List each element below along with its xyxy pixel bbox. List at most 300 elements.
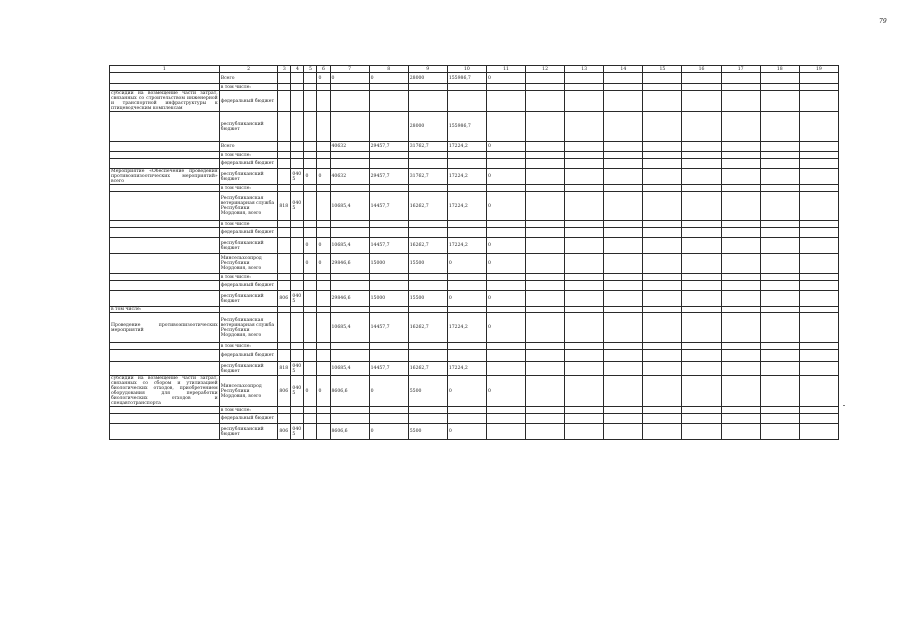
value-cell [643,414,682,424]
value-cell: 0 [369,376,408,407]
value-cell [408,274,447,281]
event-cell [110,185,220,192]
value-cell [317,142,330,152]
value-cell [760,350,799,362]
value-cell [760,152,799,159]
funding-source-cell: республиканский бюджет [219,424,278,440]
value-cell [317,407,330,414]
value-cell [304,142,317,152]
value-cell [760,192,799,221]
value-cell [447,91,486,112]
value-cell [369,185,408,192]
budget-table [109,65,839,485]
value-cell [643,192,682,221]
value-cell [760,169,799,185]
value-cell: 0405 [291,376,304,407]
value-cell: 0 [369,424,408,440]
value-cell [486,228,525,238]
value-cell [565,343,604,350]
funding-source-cell: в том числе [219,221,278,228]
value-cell [408,414,447,424]
value-cell [565,350,604,362]
value-cell [760,313,799,343]
value-cell [408,228,447,238]
value-cell [278,228,291,238]
value-cell [526,254,565,274]
page-number: 79 [879,18,887,25]
value-cell [682,376,721,407]
event-cell [110,112,220,142]
value-cell: 818 [278,362,291,376]
column-number-10: 10 [447,66,486,73]
value-cell [682,254,721,274]
value-cell [643,152,682,159]
value-cell [330,350,369,362]
value-cell: 29457,7 [369,142,408,152]
value-cell [526,221,565,228]
value-cell [721,221,760,228]
value-cell [526,414,565,424]
value-cell [643,291,682,307]
event-cell [110,238,220,254]
value-cell [278,343,291,350]
event-cell [110,152,220,159]
value-cell [526,238,565,254]
value-cell [317,185,330,192]
value-cell [447,159,486,169]
value-cell [643,169,682,185]
value-cell [799,350,838,362]
value-cell: 28000 [408,112,447,142]
value-cell [604,362,643,376]
value-cell [447,407,486,414]
value-cell: 0 [486,169,525,185]
value-cell [604,84,643,91]
value-cell [799,73,838,84]
funding-source-cell: Республиканская ветеринарная служба Республики Мордовия, всего [219,313,278,343]
event-cell [110,84,220,91]
value-cell [526,192,565,221]
event-cell [110,192,220,221]
value-cell: 16262,7 [408,238,447,254]
table-row [110,274,839,281]
value-cell [799,313,838,343]
value-cell [721,350,760,362]
value-cell [447,350,486,362]
value-cell [604,291,643,307]
value-cell [330,343,369,350]
value-cell [278,221,291,228]
value-cell [486,343,525,350]
value-cell [565,254,604,274]
value-cell [408,159,447,169]
table-row [110,238,839,254]
value-cell [682,152,721,159]
value-cell: 29846,6 [330,254,369,274]
table-row [110,73,839,84]
value-cell [643,91,682,112]
value-cell [278,73,291,84]
value-cell [304,362,317,376]
value-cell [721,228,760,238]
table-row [110,142,839,152]
value-cell [369,91,408,112]
value-cell [760,159,799,169]
value-cell [304,274,317,281]
value-cell [643,185,682,192]
value-cell: 10685,4 [330,192,369,221]
funding-source-cell: республиканский бюджет [219,238,278,254]
value-cell [291,407,304,414]
column-number-15: 15 [643,66,682,73]
table-row [110,159,839,169]
value-cell [721,254,760,274]
value-cell [526,376,565,407]
value-cell [330,221,369,228]
value-cell: 17224,2 [447,362,486,376]
value-cell [721,313,760,343]
value-cell [604,221,643,228]
value-cell [317,350,330,362]
funding-source-cell: республиканский бюджет [219,169,278,185]
value-cell [278,281,291,291]
value-cell [369,159,408,169]
value-cell: 40632 [330,169,369,185]
value-cell [799,281,838,291]
value-cell [682,291,721,307]
value-cell [643,281,682,291]
value-cell [565,362,604,376]
value-cell: 15000 [369,291,408,307]
value-cell [721,185,760,192]
value-cell [760,73,799,84]
value-cell: 0405 [291,169,304,185]
value-cell [604,159,643,169]
value-cell [760,376,799,407]
value-cell: 14457,7 [369,192,408,221]
value-cell [291,238,304,254]
value-cell [643,238,682,254]
value-cell [317,221,330,228]
value-cell [317,281,330,291]
value-cell [304,350,317,362]
event-cell [110,274,220,281]
column-number-19: 19 [799,66,838,73]
value-cell [317,343,330,350]
table-row [110,291,839,307]
value-cell [486,221,525,228]
value-cell [330,281,369,291]
value-cell [760,254,799,274]
funding-source-cell: федеральный бюджет [219,414,278,424]
value-cell [317,84,330,91]
value-cell [526,159,565,169]
value-cell: 17224,2 [447,238,486,254]
value-cell [486,414,525,424]
value-cell [721,407,760,414]
value-cell [760,91,799,112]
column-number-8: 8 [369,66,408,73]
value-cell [486,350,525,362]
value-cell: 0 [447,424,486,440]
value-cell [330,274,369,281]
value-cell [408,185,447,192]
value-cell: 0 [486,238,525,254]
value-cell [799,274,838,281]
value-cell [330,407,369,414]
value-cell: 17224,2 [447,313,486,343]
value-cell: 0 [486,192,525,221]
value-cell [799,84,838,91]
value-cell [291,142,304,152]
column-number-2: 2 [219,66,278,73]
value-cell [565,238,604,254]
value-cell: 0 [447,376,486,407]
value-cell [799,185,838,192]
value-cell [486,407,525,414]
value-cell [604,91,643,112]
value-cell [278,84,291,91]
value-cell [291,112,304,142]
value-cell [760,228,799,238]
value-cell [486,91,525,112]
value-cell: 0 [304,254,317,274]
value-cell: 8606,6 [330,424,369,440]
value-cell [278,91,291,112]
value-cell [682,350,721,362]
value-cell [604,192,643,221]
value-cell [799,414,838,424]
value-cell: 17224,2 [447,169,486,185]
value-cell: 0 [304,376,317,407]
value-cell [291,91,304,112]
value-cell [278,407,291,414]
value-cell: 0 [486,376,525,407]
value-cell [565,185,604,192]
value-cell [304,424,317,440]
value-cell [486,424,525,440]
value-cell [278,185,291,192]
event-cell [110,362,220,376]
value-cell [565,281,604,291]
value-cell [291,228,304,238]
value-cell [643,313,682,343]
value-cell [643,350,682,362]
event-cell [110,228,220,238]
value-cell: 5500 [408,424,447,440]
value-cell [565,152,604,159]
value-cell [604,407,643,414]
value-cell [721,91,760,112]
value-cell [799,362,838,376]
value-cell: 0 [369,73,408,84]
value-cell [721,159,760,169]
value-cell [408,350,447,362]
value-cell [760,343,799,350]
event-cell: субсидии на возмещение части затрат, связанных со строительством инженерной и транспортной инфраструктуры к птицеводческим комплексам [111,91,218,111]
table-row [110,192,839,221]
value-cell [799,192,838,221]
value-cell [760,362,799,376]
value-cell: 0 [486,142,525,152]
column-number-16: 16 [682,66,721,73]
value-cell [369,407,408,414]
funding-source-cell: Республиканская ветеринарная служба Республики Мордовия, всего [219,192,278,221]
value-cell [369,84,408,91]
funding-source-cell: федеральный бюджет [219,228,278,238]
value-cell [278,152,291,159]
value-cell [565,221,604,228]
value-cell: 16262,7 [408,192,447,221]
value-cell: 0 [317,73,330,84]
value-cell [447,185,486,192]
funding-source-cell: Минсельхозпрод Республики Мордовия, всего [219,376,278,407]
value-cell [565,313,604,343]
value-cell [317,112,330,142]
value-cell: 31762,7 [408,169,447,185]
funding-source-cell: федеральный бюджет [219,91,278,112]
table-row [110,350,839,362]
column-number-12: 12 [526,66,565,73]
value-cell [682,281,721,291]
value-cell [565,228,604,238]
value-cell [565,91,604,112]
value-cell [486,159,525,169]
value-cell [304,73,317,84]
value-cell [604,376,643,407]
value-cell: 0 [317,238,330,254]
value-cell: 29457,7 [369,169,408,185]
value-cell [526,343,565,350]
value-cell [682,192,721,221]
value-cell [317,192,330,221]
value-cell: 0405 [291,362,304,376]
column-number-3: 3 [278,66,291,73]
value-cell [604,424,643,440]
funding-source-cell: Минсельхозпрод Республики Мордовия, всего [219,254,278,274]
column-number-11: 11 [486,66,525,73]
value-cell [486,84,525,91]
column-number-6: 6 [317,66,330,73]
value-cell [643,221,682,228]
funding-source-cell: Всего [219,142,278,152]
event-cell [110,73,220,84]
value-cell [317,91,330,112]
value-cell [291,350,304,362]
value-cell [304,91,317,112]
value-cell [317,152,330,159]
value-cell [526,274,565,281]
value-cell [408,84,447,91]
value-cell [760,407,799,414]
value-cell [408,407,447,414]
value-cell [682,185,721,192]
value-cell [760,185,799,192]
value-cell [682,407,721,414]
event-cell [110,254,220,274]
funding-source-cell: в том числе: [219,152,278,159]
value-cell [278,112,291,142]
value-cell [604,274,643,281]
value-cell [643,228,682,238]
value-cell [721,424,760,440]
value-cell [799,169,838,185]
value-cell [447,152,486,159]
value-cell [760,84,799,91]
value-cell [526,152,565,159]
value-cell [369,281,408,291]
value-cell [408,91,447,112]
value-cell [330,414,369,424]
value-cell [565,112,604,142]
value-cell [408,281,447,291]
value-cell [799,376,838,407]
value-cell [721,192,760,221]
value-cell [604,185,643,192]
event-cell: в том числе: [110,307,220,313]
value-cell [291,73,304,84]
value-cell [604,343,643,350]
value-cell [721,169,760,185]
value-cell: 806 [278,424,291,440]
value-cell [526,362,565,376]
value-cell [682,362,721,376]
value-cell [317,274,330,281]
value-cell [643,376,682,407]
value-cell [304,228,317,238]
value-cell: 28000 [408,73,447,84]
value-cell [721,112,760,142]
value-cell [369,152,408,159]
value-cell: 15000 [369,254,408,274]
event-cell: Проведение противоэпизоотических мероприятий [110,313,220,343]
table-row [110,169,839,185]
value-cell [526,91,565,112]
value-cell [799,228,838,238]
value-cell: 10685,4 [330,362,369,376]
funding-source-cell: в том числе: [219,84,278,91]
event-cell [110,350,220,362]
table-row [110,424,839,440]
value-cell [799,152,838,159]
value-cell [565,424,604,440]
table-row [110,221,839,228]
value-cell [369,228,408,238]
value-cell: 0 [304,169,317,185]
value-cell [304,343,317,350]
value-cell [643,407,682,414]
value-cell [278,313,291,343]
value-cell [369,112,408,142]
value-cell [799,238,838,254]
value-cell [565,142,604,152]
value-cell: 40632 [330,142,369,152]
value-cell [369,274,408,281]
value-cell [604,238,643,254]
value-cell [682,313,721,343]
value-cell [369,221,408,228]
funding-source-cell: республиканский бюджет [219,112,278,142]
event-cell [110,281,220,291]
table-body [110,73,839,440]
funding-source-cell: федеральный бюджет [219,281,278,291]
event-cell [110,414,220,424]
value-cell [278,238,291,254]
column-number-17: 17 [721,66,760,73]
value-cell [278,414,291,424]
value-cell [526,313,565,343]
value-cell: 0 [317,254,330,274]
